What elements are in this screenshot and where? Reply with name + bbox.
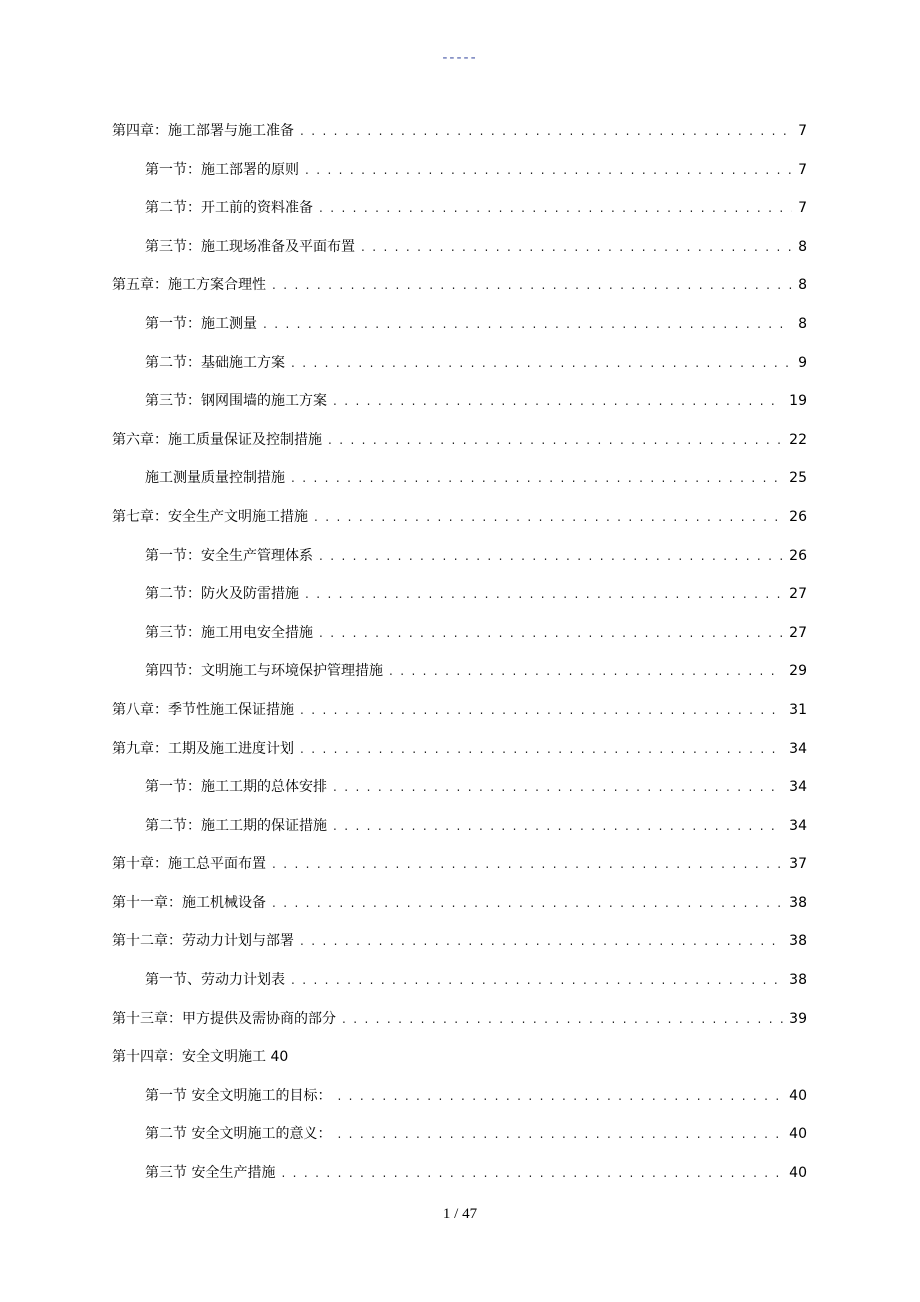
toc-chapter-entry[interactable] xyxy=(112,266,807,305)
toc-entry-page-number: 31 xyxy=(789,701,807,718)
toc-dot-leader xyxy=(389,652,783,691)
toc-section-entry[interactable] xyxy=(112,807,807,846)
toc-entry-page-number: 25 xyxy=(789,470,807,487)
toc-entry-title: 第一节：安全生产管理体系 xyxy=(145,547,313,564)
toc-dot-leader xyxy=(300,730,783,769)
toc-entry-title: 第一节：施工测量 xyxy=(145,315,257,332)
toc-entry-title: 第三节：钢网围墙的施工方案 xyxy=(145,393,327,410)
toc-entry-title: 第九章：工期及施工进度计划 xyxy=(112,740,294,757)
toc-entry-page-number: 27 xyxy=(789,586,807,603)
toc-entry-page-number: 19 xyxy=(789,393,807,410)
toc-section-entry[interactable] xyxy=(112,652,807,691)
toc-entry-page-number: 8 xyxy=(798,238,807,255)
page-number: 1 / 47 xyxy=(442,1206,478,1222)
toc-entry-page-number: 38 xyxy=(789,972,807,989)
toc-dot-leader xyxy=(300,691,783,730)
toc-chapter-entry[interactable] xyxy=(112,845,807,884)
toc-dot-leader xyxy=(337,1077,783,1116)
toc-entry-title: 第二节：防火及防雷措施 xyxy=(145,586,299,603)
toc-section-entry[interactable] xyxy=(112,961,807,1000)
toc-entry-title: 第四章：施工部署与施工准备 xyxy=(112,123,294,139)
toc-entry-page-number: 38 xyxy=(789,894,807,911)
toc-section-entry[interactable] xyxy=(112,768,807,807)
toc-dot-leader xyxy=(337,1115,783,1154)
toc-dot-leader xyxy=(300,922,783,961)
toc-dot-leader xyxy=(333,807,783,846)
toc-entry-title: 第一节：施工工期的总体安排 xyxy=(145,779,327,796)
toc-chapter-entry[interactable] xyxy=(112,421,807,460)
toc-section-entry[interactable] xyxy=(112,614,807,653)
toc-entry-title: 第二节 安全文明施工的意义： xyxy=(145,1126,332,1143)
toc-entry-title: 第三节：施工用电安全措施 xyxy=(145,624,313,641)
toc-entry-title: 第十二章：劳动力计划与部署 xyxy=(112,933,294,950)
toc-entry-title: 第三节 安全生产措施 xyxy=(145,1165,276,1182)
header-mark: ----- xyxy=(442,50,478,66)
toc-dot-leader xyxy=(305,575,783,614)
toc-entry-page-number: 34 xyxy=(789,817,807,834)
toc-entry-page-number: 34 xyxy=(789,779,807,796)
toc-entry-title: 第二节：施工工期的保证措施 xyxy=(145,817,327,834)
toc-section-entry[interactable] xyxy=(112,1154,807,1193)
toc-dot-leader xyxy=(305,151,792,190)
toc-chapter-entry[interactable] xyxy=(112,112,807,151)
toc-dot-leader xyxy=(291,961,783,1000)
toc-entry-title: 第五章：施工方案合理性 xyxy=(112,277,266,294)
toc-entry-page-number: 7 xyxy=(798,161,807,178)
toc-entry-page-number: 34 xyxy=(789,740,807,757)
toc-dot-leader xyxy=(361,228,792,267)
toc-dot-leader xyxy=(319,189,792,228)
toc-dot-leader xyxy=(291,459,783,498)
toc-entry-title: 第十三章：甲方提供及需协商的部分 xyxy=(112,1010,336,1027)
toc-entry-title: 第六章：施工质量保证及控制措施 xyxy=(112,431,322,448)
toc-dot-leader xyxy=(314,498,783,537)
toc-section-entry[interactable] xyxy=(112,1077,807,1116)
toc-dot-leader xyxy=(272,845,783,884)
toc-dot-leader xyxy=(272,884,783,923)
toc-section-entry[interactable] xyxy=(112,189,807,228)
toc-entry-page-number: 7 xyxy=(798,200,807,217)
toc-chapter-entry[interactable] xyxy=(112,1038,807,1077)
toc-section-entry[interactable] xyxy=(112,537,807,576)
toc-section-entry[interactable] xyxy=(112,459,807,498)
toc-entry-page-number: 7 xyxy=(798,123,807,139)
toc-section-entry[interactable] xyxy=(112,344,807,383)
toc-section-entry[interactable] xyxy=(112,1115,807,1154)
toc-entry-page-number: 27 xyxy=(789,624,807,641)
toc-dot-leader xyxy=(342,1000,783,1039)
toc-section-entry[interactable] xyxy=(112,575,807,614)
toc-dot-leader xyxy=(272,266,792,305)
toc-entry-title: 第十章：施工总平面布置 xyxy=(112,856,266,873)
toc-entry-title: 第十一章：施工机械设备 xyxy=(112,894,266,911)
toc-entry-page-number: 9 xyxy=(798,354,807,371)
toc-entry-title: 第二节：基础施工方案 xyxy=(145,354,285,371)
toc-dot-leader xyxy=(333,382,783,421)
toc-dot-leader xyxy=(333,768,783,807)
toc-entry-page-number: 8 xyxy=(798,277,807,294)
toc-dot-leader xyxy=(281,1154,783,1193)
toc-entry-page-number: 22 xyxy=(789,431,807,448)
toc-entry-title: 第十四章：安全文明施工 40 xyxy=(112,1049,289,1066)
toc-chapter-entry[interactable] xyxy=(112,884,807,923)
toc-entry-title: 第八章：季节性施工保证措施 xyxy=(112,701,294,718)
toc-entry-title: 第一节：施工部署的原则 xyxy=(145,161,299,178)
table-of-contents xyxy=(112,112,807,1193)
toc-entry-page-number: 8 xyxy=(798,315,807,332)
toc-chapter-entry[interactable] xyxy=(112,730,807,769)
toc-entry-page-number: 39 xyxy=(789,1010,807,1027)
toc-section-entry[interactable] xyxy=(112,228,807,267)
toc-entry-title: 第二节：开工前的资料准备 xyxy=(145,200,313,217)
toc-dot-leader xyxy=(319,614,783,653)
toc-entry-title: 施工测量质量控制措施 xyxy=(145,470,285,487)
toc-entry-page-number: 40 xyxy=(789,1087,807,1104)
toc-entry-page-number: 29 xyxy=(789,663,807,680)
toc-dot-leader xyxy=(328,421,783,460)
toc-entry-title: 第一节 安全文明施工的目标： xyxy=(145,1087,332,1104)
toc-chapter-entry[interactable] xyxy=(112,691,807,730)
toc-section-entry[interactable] xyxy=(112,151,807,190)
toc-dot-leader xyxy=(263,305,792,344)
toc-entry-page-number: 40 xyxy=(789,1165,807,1182)
toc-entry-page-number: 26 xyxy=(789,508,807,525)
toc-chapter-entry[interactable] xyxy=(112,1000,807,1039)
toc-entry-page-number: 37 xyxy=(789,856,807,873)
toc-section-entry[interactable] xyxy=(112,305,807,344)
toc-entry-page-number: 40 xyxy=(789,1126,807,1143)
toc-entry-page-number: 26 xyxy=(789,547,807,564)
toc-entry-title: 第一节、劳动力计划表 xyxy=(145,972,285,989)
toc-chapter-entry[interactable] xyxy=(112,498,807,537)
toc-entry-title: 第七章：安全生产文明施工措施 xyxy=(112,508,308,525)
toc-entry-title: 第三节：施工现场准备及平面布置 xyxy=(145,238,355,255)
toc-entry-title: 第四节：文明施工与环境保护管理措施 xyxy=(145,663,383,680)
toc-dot-leader xyxy=(300,112,792,151)
toc-dot-leader xyxy=(291,344,792,383)
toc-dot-leader xyxy=(319,537,783,576)
toc-chapter-entry[interactable] xyxy=(112,922,807,961)
toc-section-entry[interactable] xyxy=(112,382,807,421)
toc-entry-page-number: 38 xyxy=(789,933,807,950)
